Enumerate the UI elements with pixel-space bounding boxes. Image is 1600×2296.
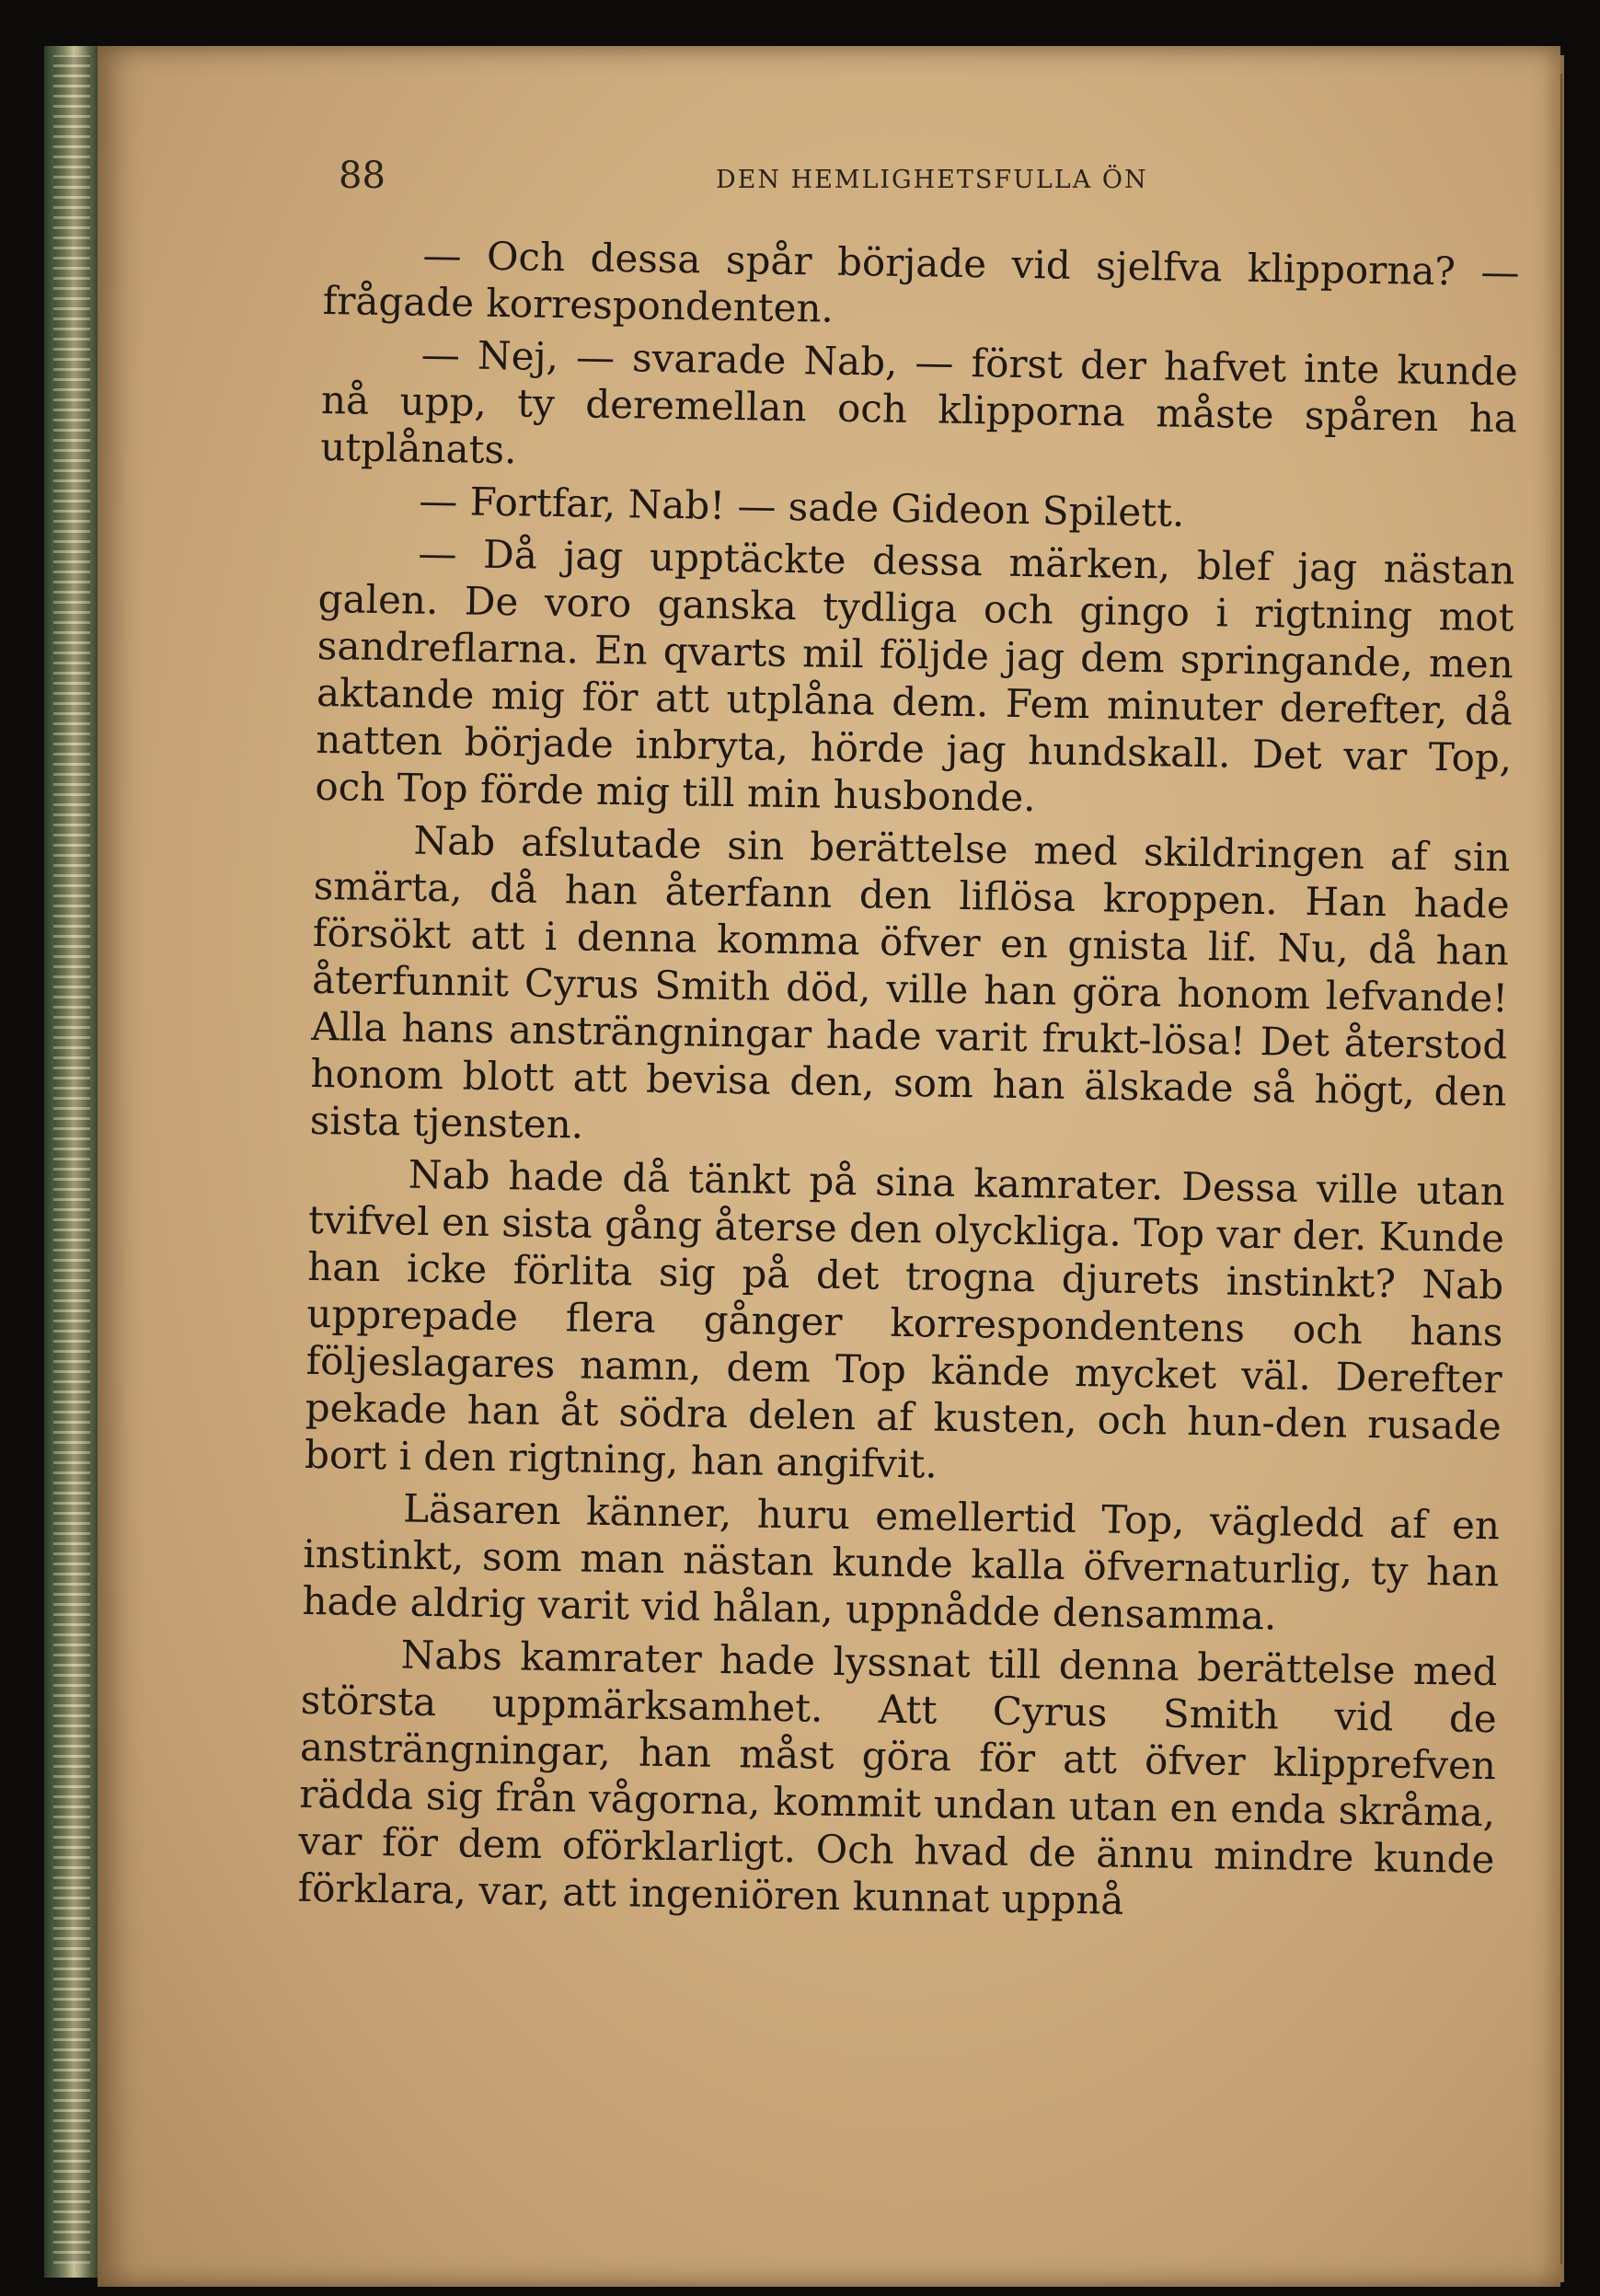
paragraph-1: — Och dessa spår började vid sjelfva klipporna? — frågade korrespondenten. [322,232,1520,331]
paragraph-4: — Då jag upptäckte dessa märken, blef jag nästan galen. De voro ganska tydliga och gingo i rigtning mot sandreflarna. En qvarts mil följde jag dem springande, men aktande mig för att utplåna dem. Fem minuter derefter, då natten började inbryta, hörde jag hundskall. Det var Top, och Top förde mig till min husbonde. [315,530,1515,821]
spine-binding-pattern [53,55,90,2264]
paragraph-7: Läsaren känner, huru emellertid Top, vägledd af en instinkt, som man nästan kunde kalla öfvernaturlig, ty han hade aldrig varit vid hålan, uppnådde densamma. [302,1485,1501,1639]
paragraph-2: — Nej, — svarade Nab, — först der hafvet inte kunde nå upp, ty deremellan och klipporna måste spåren ha utplånats. [319,331,1519,473]
page-header [98,155,1560,210]
body-text [297,230,1520,1935]
paragraph-3: — Fortfar, Nab! — sade Gideon Spilett. [419,478,1185,536]
paragraph-8: Nabs kamrater hade lyssnat till denna berättelse med största uppmärksamhet. Att Cyrus Smith vid de ansträngningar, han måst göra för att öfver klipprefven rädda sig från vågorna, kommit undan utan en enda skråma, var för dem oförklarligt. Och hvad de ännu mindre kunde förklara, var, att ingeniören kunnat uppnå [297,1632,1498,1923]
book-page [98,46,1560,2287]
page-number: 88 [339,155,386,197]
paragraph-6: Nab hade då tänkt på sina kamrater. Dessa ville utan tvifvel en sista gång återse den olyckliga. Top var der. Kunde han icke förlita sig på det trogna djurets instinkt? Nab upprepade flera gånger korrespondentens och hans följeslagares namn, dem Top kände mycket väl. Derefter pekade han åt södra delen af kusten, och hun-den rusade bort i den rigtning, han angifvit. [304,1151,1506,1487]
paragraph-5: Nab afslutade sin berättelse med skildringen af sin smärta, då han återfann den liflösa kroppen. Han hade försökt att i denna komma öfver en gnista lif. Nu, då han återfunnit Cyrus Smith död, ville han göra honom lefvande! Alla hans ansträngningar hade varit frukt-lösa! Det återstod honom blott att bevisa den, som han älskade så högt, den sista tjensten. [309,817,1511,1148]
running-head: DEN HEMLIGHETSFULLA ÖN [716,166,1148,194]
